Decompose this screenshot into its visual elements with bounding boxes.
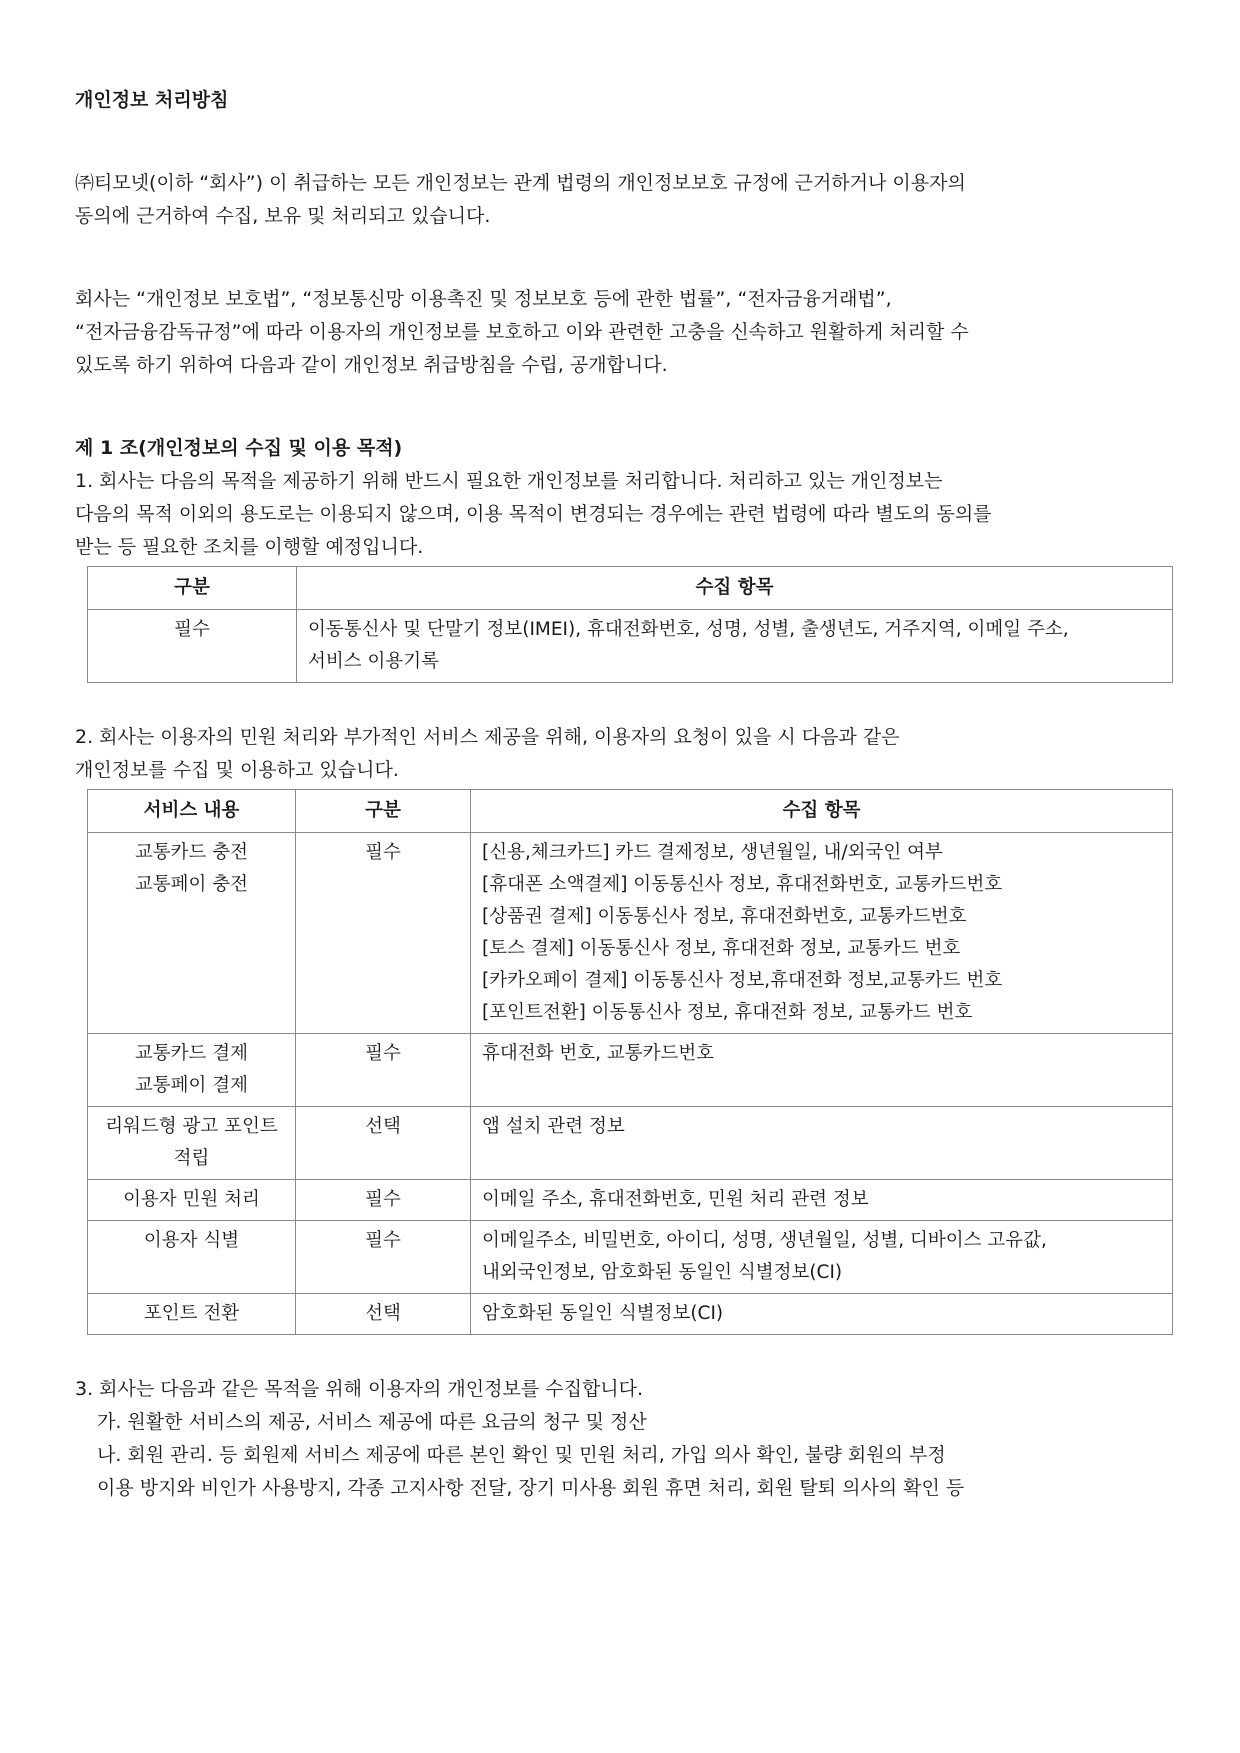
collection-items-table — [87, 566, 1173, 683]
cell-type: 필수 — [296, 1221, 471, 1294]
item-3-sub-na-line: 이용 방지와 비인가 사용방지, 각종 고지사항 전달, 장기 미사용 회원 휴면 처리, 회원 탈퇴 의사의 확인 등 — [97, 1477, 965, 1499]
intro-p1-line: 동의에 근거하여 수집, 보유 및 처리되고 있습니다. — [75, 205, 491, 227]
document-title: 개인정보 처리방침 — [75, 89, 229, 111]
table-row — [88, 1294, 1173, 1335]
cell-service-line: 이용자 민원 처리 — [123, 1189, 260, 1210]
cell-items — [471, 1221, 1173, 1294]
service-items-table — [87, 789, 1173, 1335]
intro-paragraph-2 — [75, 283, 1160, 382]
intro-p2-line: “전자금융감독규정”에 따라 이용자의 개인정보를 보호하고 이와 관련한 고충을 신속하고 원활하게 처리할 수 — [75, 321, 969, 343]
column-header-items: 수집 항목 — [471, 790, 1173, 833]
table-row — [88, 1034, 1173, 1107]
cell-type: 선택 — [296, 1294, 471, 1335]
cell-service-line: 적립 — [173, 1148, 210, 1169]
cell-service-line: 포인트 전환 — [143, 1303, 240, 1324]
cell-items — [471, 1294, 1173, 1335]
cell-service-line: 교통페이 결제 — [134, 1075, 249, 1096]
cell-item-line: 이동통신사 및 단말기 정보(IMEI), 휴대전화번호, 성명, 성별, 출생년도, 거주지역, 이메일 주소, — [308, 619, 1069, 640]
intro-p2-line: 있도록 하기 위하여 다음과 같이 개인정보 취급방침을 수립, 공개합니다. — [75, 354, 668, 376]
column-header-type: 구분 — [296, 790, 471, 833]
cell-item-line: [신용,체크카드] 카드 결제정보, 생년월일, 내/외국인 여부 — [482, 842, 943, 863]
cell-service — [88, 1107, 296, 1180]
article-1-item-1 — [75, 465, 1160, 564]
cell-item-line: 서비스 이용기록 — [308, 651, 439, 672]
cell-item-line: 이메일 주소, 휴대전화번호, 민원 처리 관련 정보 — [482, 1189, 869, 1210]
cell-items — [471, 1180, 1173, 1221]
intro-p2-line: 회사는 “개인정보 보호법”, “정보통신망 이용촉진 및 정보보호 등에 관한 법률”, “전자금융거래법”, — [75, 288, 892, 310]
intro-p1-line: ㈜티모넷(이하 “회사”) 이 취급하는 모든 개인정보는 관계 법령의 개인정보보호 규정에 근거하거나 이용자의 — [75, 172, 966, 194]
cell-service-line: 이용자 식별 — [143, 1230, 240, 1251]
table-row — [88, 1180, 1173, 1221]
cell-type: 필수 — [88, 610, 297, 683]
item-1-line: 1. 회사는 다음의 목적을 제공하기 위해 반드시 필요한 개인정보를 처리합니다. 처리하고 있는 개인정보는 — [75, 470, 943, 492]
cell-type: 필수 — [296, 833, 471, 1034]
cell-service — [88, 1034, 296, 1107]
cell-item-line: [포인트전환] 이동통신사 정보, 휴대전화 정보, 교통카드 번호 — [482, 1002, 973, 1023]
cell-service — [88, 1221, 296, 1294]
item-3-lead: 3. 회사는 다음과 같은 목적을 위해 이용자의 개인정보를 수집합니다. — [75, 1378, 644, 1400]
cell-type: 선택 — [296, 1107, 471, 1180]
item-3-sub-na-line: 나. 회원 관리. 등 회원제 서비스 제공에 따른 본인 확인 및 민원 처리, 가입 의사 확인, 불량 회원의 부정 — [97, 1444, 946, 1466]
cell-type: 필수 — [296, 1034, 471, 1107]
cell-item-line: 앱 설치 관련 정보 — [482, 1116, 625, 1137]
table-row — [88, 1221, 1173, 1294]
cell-items — [471, 1034, 1173, 1107]
cell-type: 필수 — [296, 1180, 471, 1221]
cell-item-line: 휴대전화 번호, 교통카드번호 — [482, 1043, 715, 1064]
cell-items — [471, 1107, 1173, 1180]
cell-service — [88, 833, 296, 1034]
cell-item-line: [휴대폰 소액결제] 이동통신사 정보, 휴대전화번호, 교통카드번호 — [482, 874, 1003, 895]
cell-service — [88, 1180, 296, 1221]
item-1-line: 다음의 목적 이외의 용도로는 이용되지 않으며, 이용 목적이 변경되는 경우에는 관련 법령에 따라 별도의 동의를 — [75, 503, 992, 525]
article-1-item-3 — [75, 1373, 1160, 1505]
item-1-line: 받는 등 필요한 조치를 이행할 예정입니다. — [75, 536, 424, 558]
column-header-service: 서비스 내용 — [88, 790, 296, 833]
article-1-heading: 제 1 조(개인정보의 수집 및 이용 목적) — [75, 437, 403, 459]
column-header-items: 수집 항목 — [297, 567, 1173, 610]
table-header-row — [88, 790, 1173, 833]
cell-item-line: 암호화된 동일인 식별정보(CI) — [482, 1303, 724, 1324]
cell-items — [471, 833, 1173, 1034]
cell-item-line: 내외국인정보, 암호화된 동일인 식별정보(CI) — [482, 1262, 843, 1283]
item-2-line: 개인정보를 수집 및 이용하고 있습니다. — [75, 759, 399, 781]
cell-service-line: 리워드형 광고 포인트 — [105, 1116, 278, 1137]
table-row — [88, 610, 1173, 683]
table-row — [88, 1107, 1173, 1180]
table-row — [88, 833, 1173, 1034]
item-3-sub-ga: 가. 원활한 서비스의 제공, 서비스 제공에 따른 요금의 청구 및 정산 — [97, 1411, 647, 1433]
cell-items — [297, 610, 1173, 683]
cell-item-line: [상품권 결제] 이동통신사 정보, 휴대전화번호, 교통카드번호 — [482, 906, 967, 927]
cell-service — [88, 1294, 296, 1335]
cell-service-line: 교통카드 결제 — [134, 1043, 249, 1064]
cell-item-line: [카카오페이 결제] 이동통신사 정보,휴대전화 정보,교통카드 번호 — [482, 970, 1003, 991]
intro-paragraph-1 — [75, 167, 1160, 233]
cell-item-line: [토스 결제] 이동통신사 정보, 휴대전화 정보, 교통카드 번호 — [482, 938, 961, 959]
article-1-item-2 — [75, 721, 1160, 787]
column-header-type: 구분 — [88, 567, 297, 610]
table-header-row — [88, 567, 1173, 610]
item-2-line: 2. 회사는 이용자의 민원 처리와 부가적인 서비스 제공을 위해, 이용자의 요청이 있을 시 다음과 같은 — [75, 726, 900, 748]
cell-service-line: 교통페이 충전 — [134, 874, 249, 895]
cell-item-line: 이메일주소, 비밀번호, 아이디, 성명, 생년월일, 성별, 디바이스 고유값, — [482, 1230, 1047, 1251]
cell-service-line: 교통카드 충전 — [134, 842, 249, 863]
